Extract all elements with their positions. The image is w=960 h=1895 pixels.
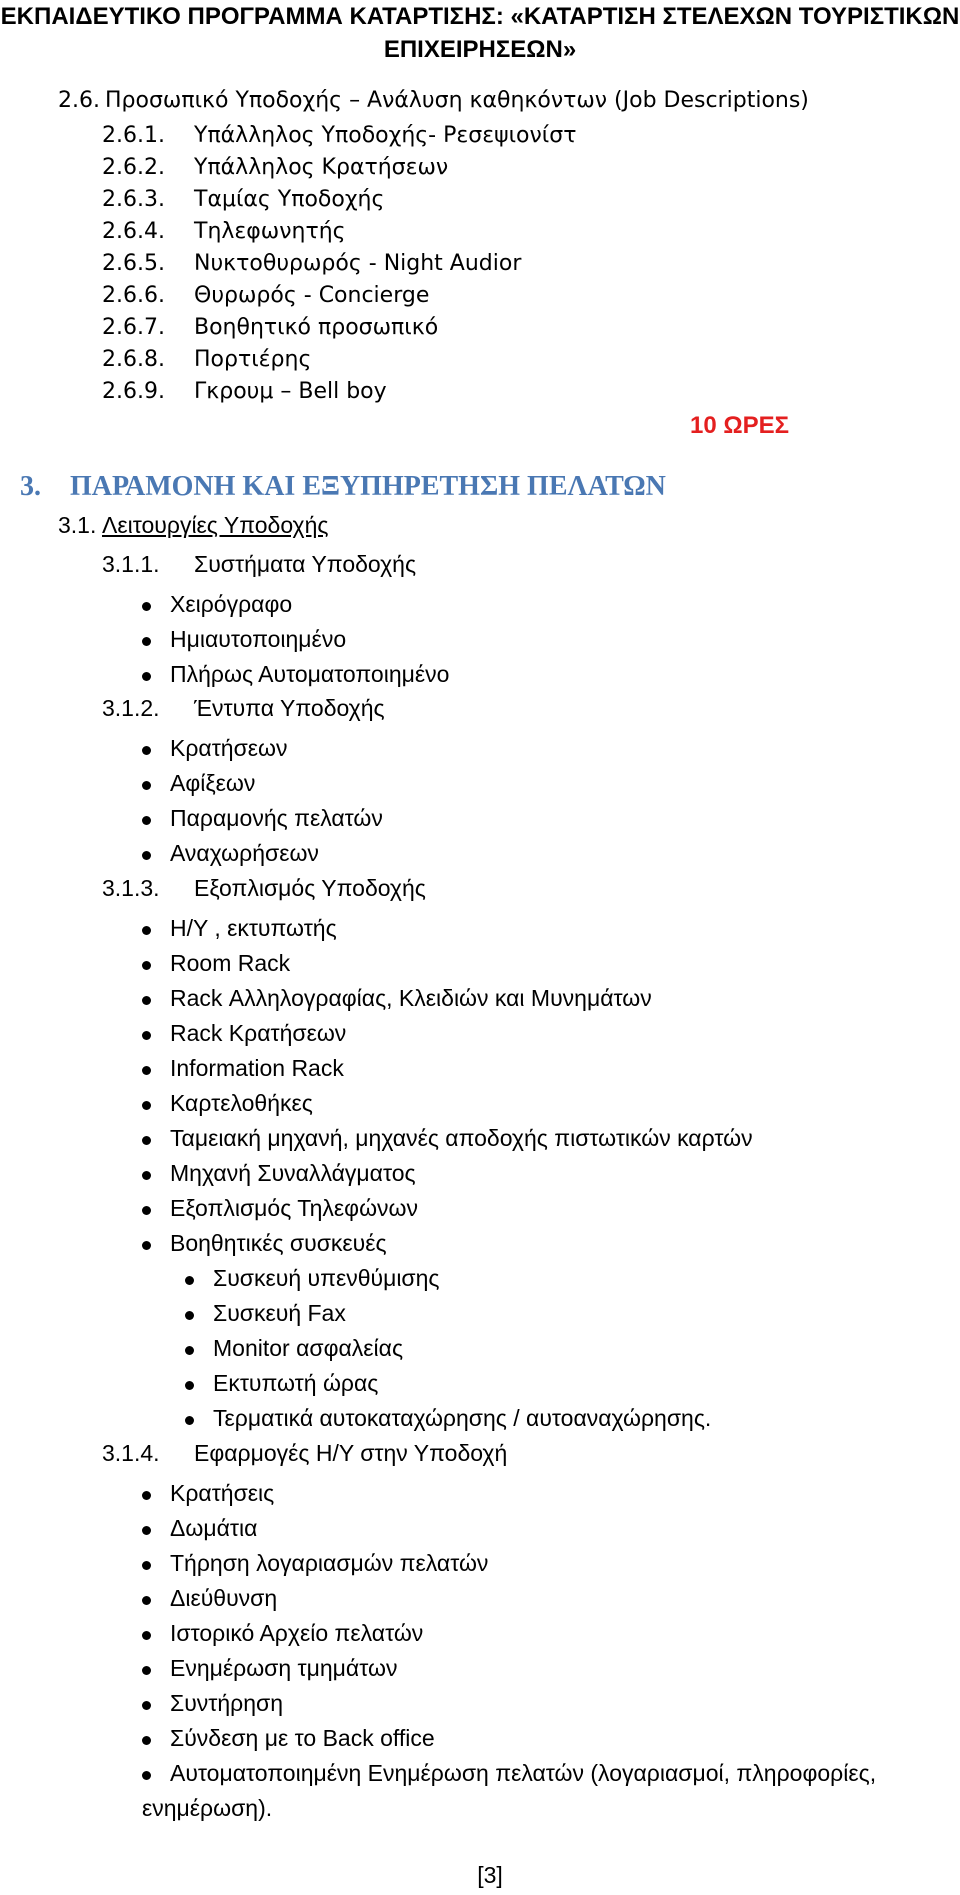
bullet-text: Monitor ασφαλείας bbox=[213, 1335, 404, 1361]
header-line-2: ΕΠΙΧΕΙΡΗΣΕΩΝ» bbox=[383, 36, 577, 63]
subsection-number: 3.1. bbox=[58, 512, 97, 538]
bullet-icon bbox=[142, 1136, 151, 1145]
bullet-item bbox=[170, 805, 383, 832]
bullet-item bbox=[170, 1585, 277, 1612]
item-text: Θυρωρός - Concierge bbox=[194, 283, 430, 308]
bullet-icon bbox=[142, 746, 151, 755]
item-number: 2.6.2. bbox=[102, 155, 165, 180]
item-text: Υπάλληλος Κρατήσεων bbox=[194, 155, 449, 180]
bullet-text: Rack Αλληλογραφίας, Κλειδιών και Μυνημάτων bbox=[170, 985, 652, 1011]
bullet-icon bbox=[185, 1276, 194, 1285]
item-number: 2.6.7. bbox=[102, 315, 165, 340]
bullet-item bbox=[170, 1230, 387, 1257]
bullet-icon bbox=[142, 1561, 151, 1570]
bullet-icon bbox=[142, 996, 151, 1005]
header-line-1: ΕΚΠΑΙΔΕΥΤΙΚΟ ΠΡΟΓΡΑΜΜΑ ΚΑΤΑΡΤΙΣΗΣ: «ΚΑΤΑΡΤΙΣΗ ΣΤΕΛΕΧΩΝ ΤΟΥΡΙΣΤΙΚΩΝ bbox=[0, 3, 960, 30]
bullet-icon bbox=[142, 1206, 151, 1215]
bullet-item bbox=[170, 840, 319, 867]
item-text: Πορτιέρης bbox=[194, 347, 312, 372]
bullet-text: Τήρηση λογαριασμών πελατών bbox=[170, 1550, 489, 1576]
bullet-text: Καρτελοθήκες bbox=[170, 1090, 313, 1116]
section-3-heading bbox=[20, 471, 666, 503]
bullet-item bbox=[170, 1515, 257, 1542]
bullet-icon bbox=[142, 1241, 151, 1250]
bullet-text: Information Rack bbox=[170, 1055, 344, 1081]
bullet-text: Χειρόγραφο bbox=[170, 591, 293, 617]
bullet-text: Rack Κρατήσεων bbox=[170, 1020, 347, 1046]
subsection-number: 2.6. bbox=[58, 88, 100, 113]
bullet-text: Εκτυπωτή ώρας bbox=[213, 1370, 379, 1396]
bullet-icon bbox=[142, 1736, 151, 1745]
bullet-text: Συσκευή υπενθύμισης bbox=[213, 1265, 440, 1291]
item-number: 2.6.4. bbox=[102, 219, 165, 244]
bullet-icon bbox=[142, 1666, 151, 1675]
subsection-number: 3.1.2. bbox=[102, 695, 160, 721]
bullet-icon bbox=[142, 672, 151, 681]
bullet-text: Ιστορικό Αρχείο πελατών bbox=[170, 1620, 424, 1646]
bullet-icon bbox=[142, 1491, 151, 1500]
bullet-item bbox=[170, 1020, 346, 1047]
bullet-icon bbox=[142, 1701, 151, 1710]
bullet-icon bbox=[185, 1381, 194, 1390]
bullet-item bbox=[170, 1195, 418, 1222]
item-text: Βοηθητικό προσωπικό bbox=[194, 315, 439, 340]
bullet-item bbox=[170, 735, 288, 762]
bullet-icon bbox=[142, 1031, 151, 1040]
sub-bullet-item bbox=[213, 1265, 440, 1292]
hours-label: 10 ΩΡΕΣ bbox=[690, 412, 790, 439]
section-number: 3. bbox=[20, 471, 41, 502]
bullet-text: Αφίξεων bbox=[170, 770, 256, 796]
bullet-icon bbox=[142, 926, 151, 935]
bullet-item bbox=[170, 1760, 876, 1787]
bullet-item bbox=[170, 661, 449, 688]
sub-bullet-item bbox=[213, 1335, 403, 1362]
item-number: 2.6.6. bbox=[102, 283, 165, 308]
bullet-icon bbox=[142, 1771, 151, 1780]
bullet-item bbox=[170, 1690, 283, 1717]
subsection-number: 3.1.1. bbox=[102, 551, 160, 577]
bullet-text: Αυτοματοποιημένη Ενημέρωση πελατών (λογαριασμοί, πληροφορίες, bbox=[170, 1760, 877, 1786]
bullet-icon bbox=[142, 851, 151, 860]
bullet-item bbox=[170, 1055, 344, 1082]
subsection-title: Εφαρμογές Η/Υ στην Υποδοχή bbox=[194, 1440, 508, 1466]
bullet-wrap-text: ενημέρωση). bbox=[142, 1795, 273, 1821]
bullet-icon bbox=[185, 1346, 194, 1355]
item-text: Υπάλληλος Υποδοχής- Ρεσεψιονίστ bbox=[194, 123, 577, 148]
bullet-text: Ενημέρωση τμημάτων bbox=[170, 1655, 398, 1681]
bullet-icon bbox=[142, 637, 151, 646]
bullet-text: Room Rack bbox=[170, 950, 291, 976]
bullet-icon bbox=[142, 1171, 151, 1180]
bullet-icon bbox=[142, 961, 151, 970]
bullet-icon bbox=[142, 781, 151, 790]
subsection-title: Εξοπλισμός Υποδοχής bbox=[194, 875, 426, 901]
section-title: ΠΑΡΑΜΟΝΗ ΚΑΙ ΕΞΥΠΗΡΕΤΗΣΗ ΠΕΛΑΤΩΝ bbox=[70, 471, 666, 502]
bullet-item bbox=[170, 985, 652, 1012]
bullet-icon bbox=[142, 1066, 151, 1075]
bullet-text: Δωμάτια bbox=[170, 1515, 258, 1541]
item-text: Γκρουμ – Bell boy bbox=[194, 379, 387, 404]
subsection-title: Συστήματα Υποδοχής bbox=[194, 551, 417, 577]
bullet-text: Κρατήσεις bbox=[170, 1480, 275, 1506]
bullet-text: Ημιαυτοποιημένο bbox=[170, 626, 347, 652]
sub-bullet-item bbox=[213, 1405, 711, 1432]
bullet-item bbox=[170, 1480, 274, 1507]
bullet-text: Αναχωρήσεων bbox=[170, 840, 319, 866]
bullet-icon bbox=[142, 1596, 151, 1605]
bullet-item bbox=[170, 1725, 435, 1752]
document-header bbox=[0, 0, 960, 66]
bullet-text: Παραμονής πελατών bbox=[170, 805, 383, 831]
bullet-item bbox=[170, 770, 255, 797]
subsection-title: Προσωπικό Υποδοχής – Ανάλυση καθηκόντων (Job Descriptions) bbox=[105, 88, 809, 113]
bullet-item bbox=[170, 591, 292, 618]
item-text: Νυκτοθυρωρός - Night Audior bbox=[194, 251, 522, 276]
item-number: 2.6.3. bbox=[102, 187, 165, 212]
bullet-item bbox=[170, 1550, 488, 1577]
bullet-icon bbox=[142, 816, 151, 825]
bullet-text: Συντήρηση bbox=[170, 1690, 284, 1716]
bullet-text: Σύνδεση με το Back office bbox=[170, 1725, 435, 1751]
bullet-icon bbox=[142, 1526, 151, 1535]
bullet-item bbox=[170, 915, 337, 942]
bullet-icon bbox=[185, 1416, 194, 1425]
bullet-item bbox=[170, 626, 346, 653]
subsection-title: Έντυπα Υποδοχής bbox=[194, 695, 385, 721]
item-number: 2.6.8. bbox=[102, 347, 165, 372]
subsection-number: 3.1.3. bbox=[102, 875, 160, 901]
bullet-text: Μηχανή Συναλλάγματος bbox=[170, 1160, 416, 1186]
bullet-item bbox=[170, 1620, 423, 1647]
bullet-text: Τερματικά αυτοκαταχώρησης / αυτοαναχώρησης. bbox=[213, 1405, 712, 1431]
item-text: Τηλεφωνητής bbox=[194, 219, 346, 244]
bullet-text: Συσκευή Fax bbox=[213, 1300, 346, 1326]
subsection-number: 3.1.4. bbox=[102, 1440, 160, 1466]
bullet-item bbox=[170, 1160, 416, 1187]
bullet-text: Ταμειακή μηχανή, μηχανές αποδοχής πιστωτικών καρτών bbox=[170, 1125, 753, 1151]
bullet-icon bbox=[142, 602, 151, 611]
bullet-text: Κρατήσεων bbox=[170, 735, 288, 761]
bullet-icon bbox=[142, 1631, 151, 1640]
bullet-text: Βοηθητικές συσκευές bbox=[170, 1230, 387, 1256]
bullet-text: Διεύθυνση bbox=[170, 1585, 278, 1611]
page-number: [3] bbox=[477, 1862, 503, 1888]
bullet-item bbox=[170, 1655, 397, 1682]
sub-bullet-item bbox=[213, 1300, 346, 1327]
subsection-title: Λειτουργίες Υποδοχής bbox=[102, 512, 329, 538]
sub-bullet-item bbox=[213, 1370, 378, 1397]
bullet-item bbox=[170, 1125, 753, 1152]
bullet-text: Η/Υ , εκτυπωτής bbox=[170, 915, 337, 941]
bullet-item bbox=[170, 1090, 313, 1117]
item-number: 2.6.1. bbox=[102, 123, 165, 148]
item-number: 2.6.5. bbox=[102, 251, 165, 276]
bullet-icon bbox=[185, 1311, 194, 1320]
bullet-item bbox=[170, 950, 290, 977]
item-text: Ταμίας Υποδοχής bbox=[194, 187, 385, 212]
bullet-text: Εξοπλισμός Τηλεφώνων bbox=[170, 1195, 419, 1221]
item-number: 2.6.9. bbox=[102, 379, 165, 404]
bullet-icon bbox=[142, 1101, 151, 1110]
bullet-text: Πλήρως Αυτοματοποιημένο bbox=[170, 661, 450, 687]
